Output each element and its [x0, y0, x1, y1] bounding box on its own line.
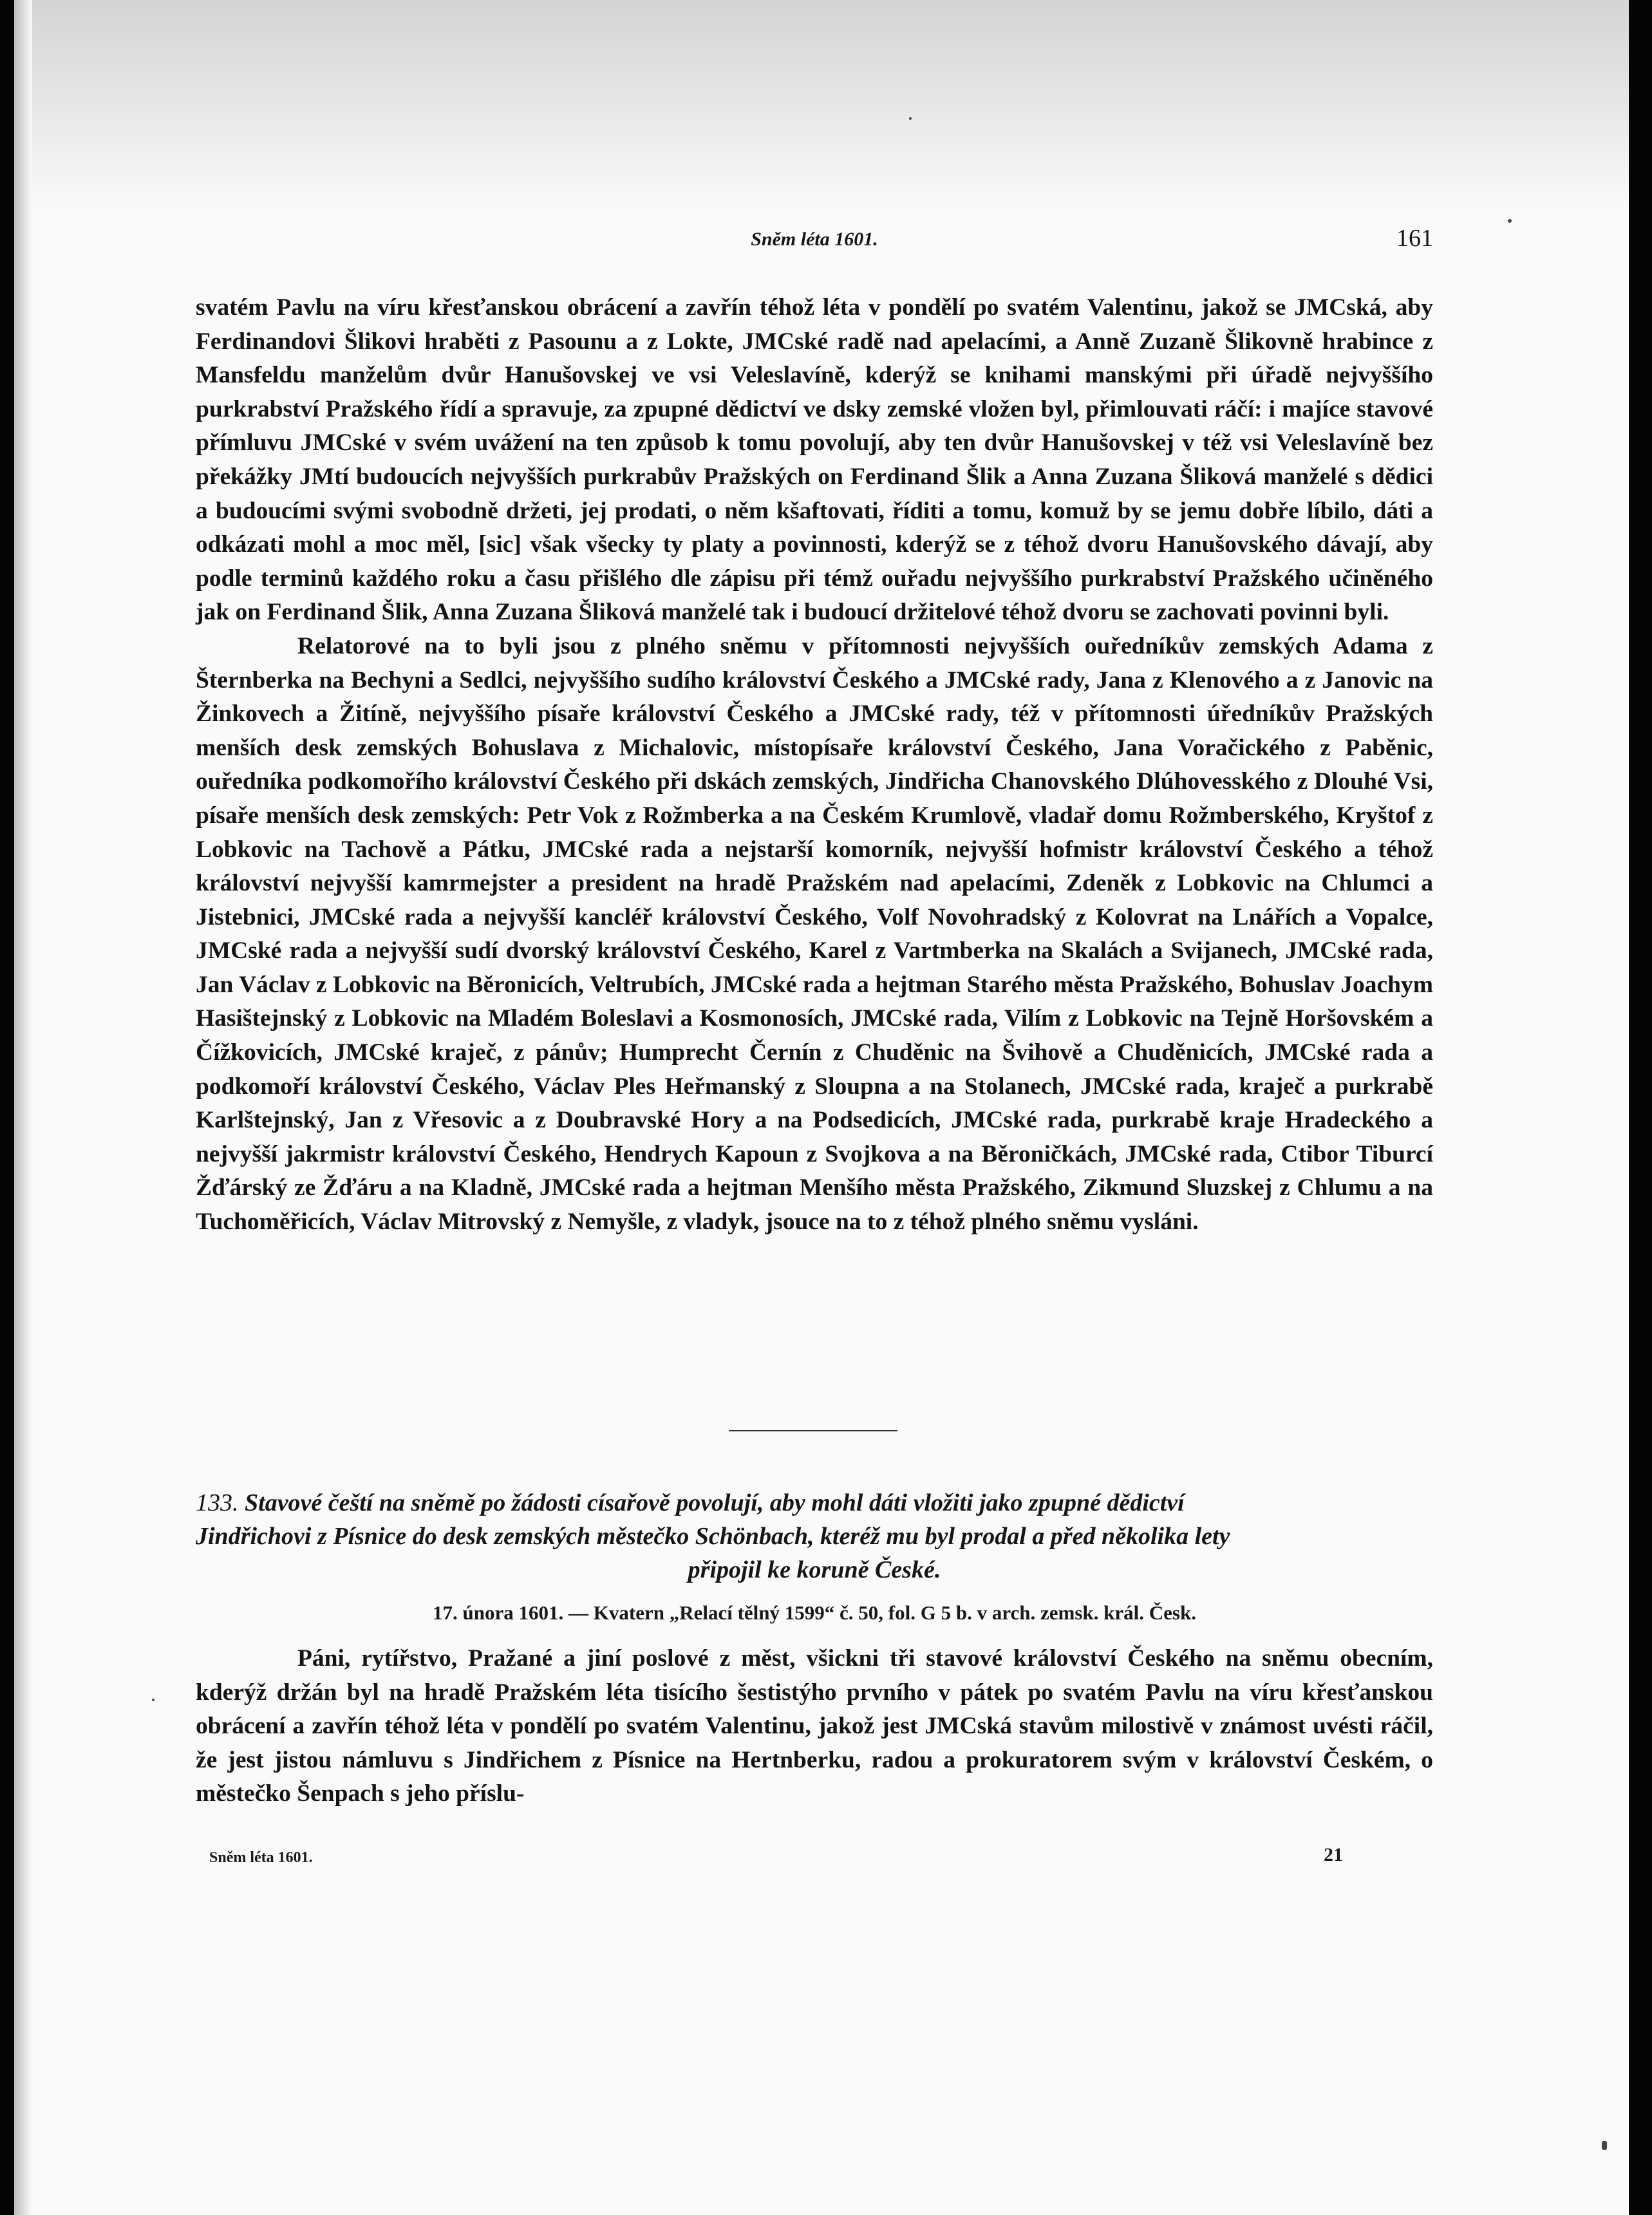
scan-speck [152, 1699, 155, 1701]
page-header [196, 227, 1433, 255]
footer-sheet-number: 21 [1324, 1844, 1343, 1865]
running-title: Sněm léta 1601. [751, 229, 878, 250]
paragraph-relatores: Relatorové na to byli jsou z plného sněmu v přítomnosti nejvyšších ouředníkův zemských Adama z Šternberka na Bechyni a Sedlci, nejvyššího sudího království Českého a JMCské rady, Jana z Klenového a z Janovic na Žinkovech a Žitíně, nejvyššího písaře království Českého a JMCské rady, též v přítomnosti úředníkův Pražských menších desk zemských Bohuslava z Michalovic, místopísaře království Českého, Jana Voračického z Paběnic, ouředníka podkomořího království Českého při dskách zemských, Jindřicha Chanovského Dlúhovesského z Dlouhé Vsi, písaře menších desk zemských: Petr Vok z Rožmberka a na Českém Krumlově, vladař domu Rožmberského, Kryštof z Lobkovic na Tachově a Pátku, JMCské rada a nejstarší komorník, nejvyšší hofmistr království Českého a téhož království nejvyšší kamrmejster a president na hradě Pražském nad apelacími, Zdeněk z Lobkovic na Chlumci a Jistebnici, JMCské rada a nejvyšší kancléř království Českého, Volf Novohradský z Kolovrat na Lnářích a Vopalce, JMCské rada a nejvyšší sudí dvorský království Českého, Karel z Vartmberka na Skalách a Svijanech, JMCské rada, Jan Václav z Lobkovic na Běronicích, Veltrubích, JMCské rada a hejtman Starého města Pražského, Bohuslav Joachym Hasištejnský z Lobkovic na Mladém Boleslavi a Kosmonosích, JMCské rada, Vilím z Lobkovic na Tejně Horšovském a Čížkovicích, JMCské kraječ, z pánův; Humprecht Černín z Chuděnic na Švihově a Chuděnicích, JMCské rada a podkomoří království Českého, Václav Ples Heřmanský z Sloupna a na Stolanech, JMCské rada, kraječ a purkrabě Karlštejnský, Jan z Vřesovic a z Doubravské Hory a na Podsedicích, JMCské rada, purkrabě kraje Hradeckého a nejvyšší jakrmistr království Českého, Hendrych Kapoun z Svojkova a na Běroničkách, JMCské rada, Ctibor Tiburcí Žďárský ze Žďáru a na Kladně, JMCské rada a hejtman Menšího města Pražského, Zikmund Sluzskej z Chlumu a na Tuchoměřicích, Václav Mitrovský z Nemyšle, z vladyk, jsouce na to z téhož plného sněmu vysláni. [196, 632, 1433, 1236]
book-page [14, 0, 1629, 2215]
scan-speck [1508, 219, 1512, 223]
document-text: Páni, rytířstvo, Pražané a jiní poslové z měst, všickni tři stavové království Českého na sněmu obecním, kderýž držán byl na hradě Pražském léta tisícího šestistýho prvního v pátek po svatém Pavlu na víru křesťanskou obrácení a zavřín téhož léta v pondělí po svatém Valentinu, jakož jest JMCská stavům milostivě v známost uvésti ráčil, že jest jistou námluvu s Jindřichem z Písnice na Hertnberku, radou a prokuratorem svým v království Českém, o městečko Šenpach s jeho příslu- [196, 1645, 1433, 1807]
footer-signature: Sněm léta 1601. [209, 1849, 313, 1866]
page-number: 161 [1396, 225, 1433, 252]
scan-shadow-top [14, 0, 1629, 212]
heading-line-3: připojil ke koruně České. [688, 1556, 941, 1583]
scan-speck [1602, 2141, 1607, 2150]
scan-shadow-left [14, 0, 32, 2215]
source-note: 17. února 1601. — Kvatern „Relací tělný 1599“ č. 50, fol. G 5 b. v arch. zemsk. král. Česk. [433, 1601, 1196, 1624]
main-text [196, 291, 1433, 1239]
paragraph-continuation: svatém Pavlu na víru křesťanskou obrácení a zavřín téhož léta v pondělí po svatém Valentinu, jakož se JMCská, aby Ferdinandovi Šlikovi hraběti z Pasounu a z Lokte, JMCské radě nad apelacími, a Anně Zuzaně Šlikovně hrabince z Mansfeldu manželům dvůr Hanušovskej ve vsi Veleslavíně, kderýž se knihami manskými při úřadě nejvyššího purkrabství Pražského řídí a spravuje, za zpupné dědictví ve dsky zemské vložen byl, přimlouvati ráčí: i majíce stavové přímluvu JMCské v svém uvážení na ten způsob k tomu povolují, aby ten dvůr Hanušovskej v též vsi Veleslavíně bez překážky JMtí budoucích nejvyšších purkrabův Pražských on Ferdinand Šlik a Anna Zuzana Šliková manželé s dědici a budoucími svými svobodně držeti, jej prodati, o něm kšaftovati, říditi a tomu, komuž by se jemu dobře líbilo, dáti a odkázati mohl a moc měl, [sic] však všecky ty platy a povinnosti, kderýž se z téhož dvoru Hanušovského dávají, aby podle terminů každého roku a času přišlého dle zápisu při témž ouřadu nejvyššího purkrabství Pražského učiněného jak on Ferdinand Šlik, Anna Zuzana Šliková manželé tak i budoucí držitelové téhož dvoru se zachovati povinni byli. [196, 294, 1433, 626]
section-divider [729, 1430, 897, 1431]
document-heading [196, 1486, 1433, 1587]
heading-line-2: Jindřichovi z Písnice do desk zemských městečko Schönbach, kteréž mu byl prodal a před několika lety [196, 1523, 1230, 1550]
heading-line-1: Stavové čeští na sněmě po žádosti císařově povolují, aby mohl dáti vložiti jako zpupné dědictví [245, 1489, 1185, 1516]
document-number: 133. [196, 1489, 239, 1516]
scan-speck [909, 117, 912, 120]
page-footer [196, 1845, 1433, 1871]
